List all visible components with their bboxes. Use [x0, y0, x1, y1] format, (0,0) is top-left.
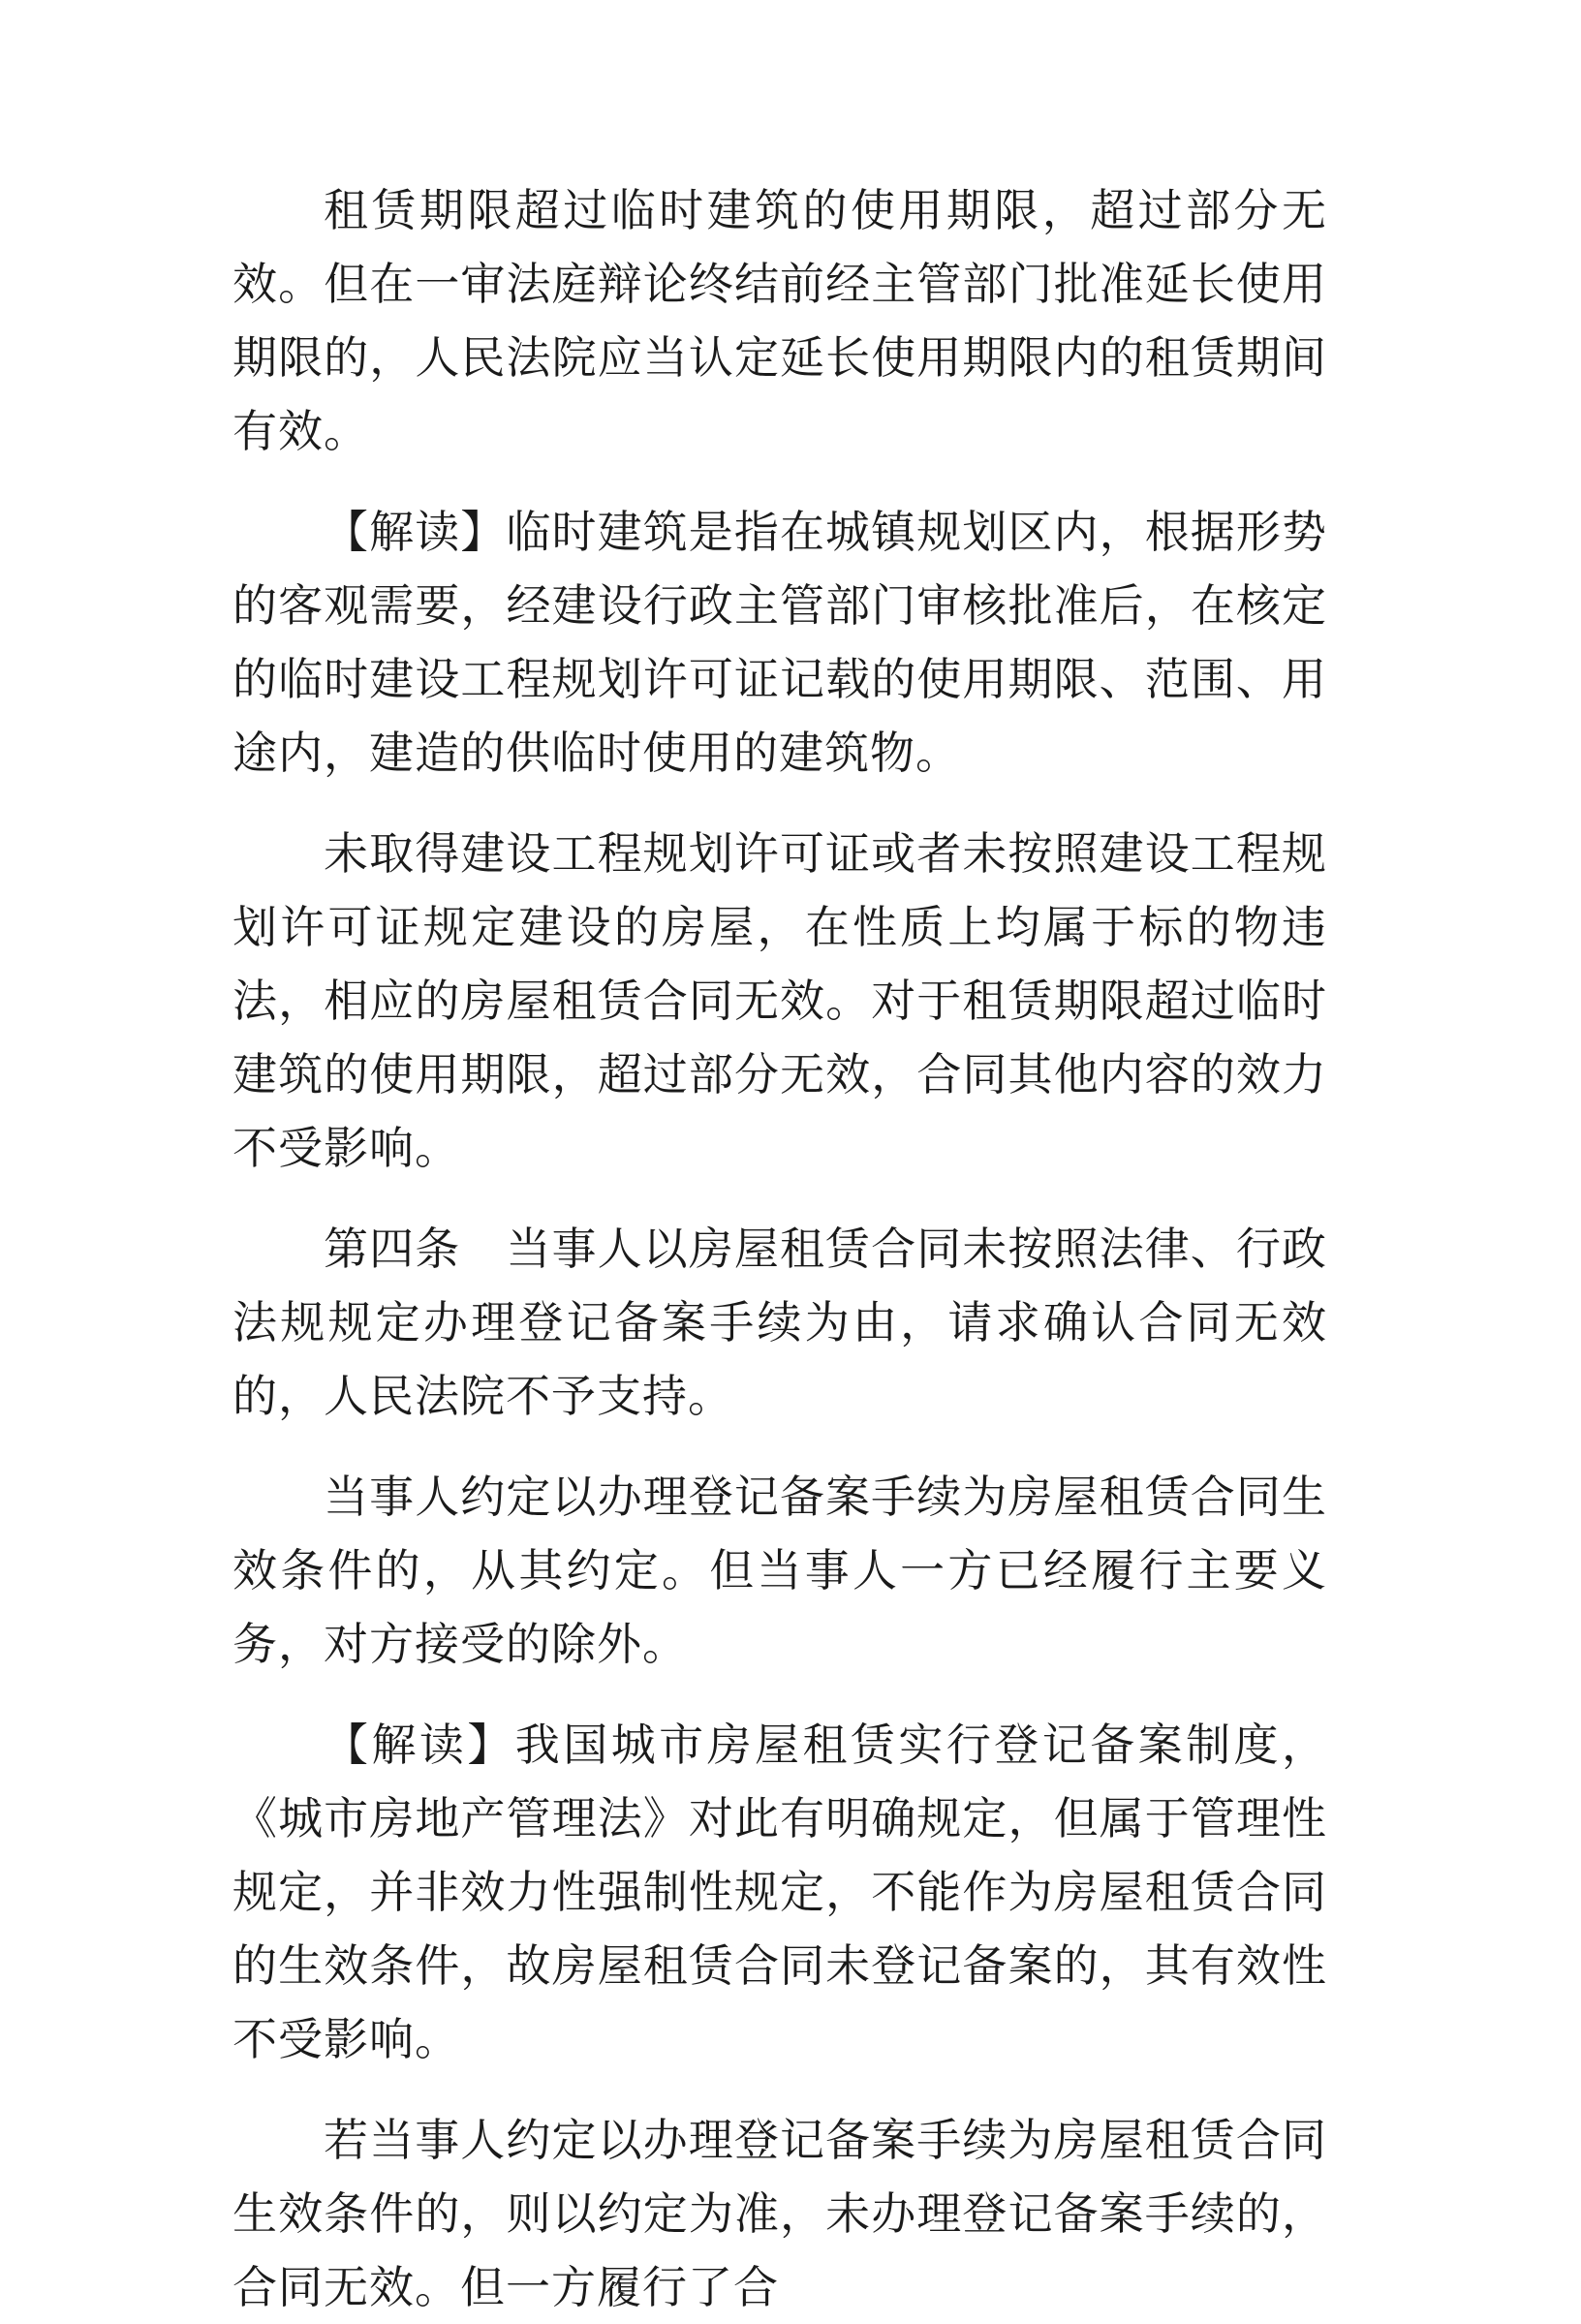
paragraph-agreed-registration-condition: 若当事人约定以办理登记备案手续为房屋租赁合同生效条件的，则以约定为准，未办理登记备案手续的，合同无效。但一方履行了合	[232, 2114, 1327, 2313]
paragraph-interpretation-temporary-building: 【解读】临时建筑是指在城镇规划区内，根据形势的客观需要，经建设行政主管部门审核批准后，在核定的临时建设工程规划许可证记载的使用期限、范围、用途内，建造的供临时使用的建筑物。	[232, 506, 1327, 779]
paragraph-article-four: 第四条 当事人以房屋租赁合同未按照法律、行政法规规定办理登记备案手续为由，请求确认合同无效的，人民法院不予支持。	[232, 1223, 1327, 1422]
document-page	[232, 173, 1327, 2324]
paragraph-unpermitted-building-invalid: 未取得建设工程规划许可证或者未按照建设工程规划许可证规定建设的房屋，在性质上均属于标的物违法，相应的房屋租赁合同无效。对于租赁期限超过临时建筑的使用期限，超过部分无效，合同其他内容的效力不受影响。	[232, 827, 1327, 1174]
paragraph-registration-condition: 当事人约定以办理登记备案手续为房屋租赁合同生效条件的，从其约定。但当事人一方已经履行主要义务，对方接受的除外。	[232, 1471, 1327, 1670]
paragraph-temporary-building-lease-term: 租赁期限超过临时建筑的使用期限，超过部分无效。但在一审法庭辩论终结前经主管部门批准延长使用期限的，人民法院应当认定延长使用期限内的租赁期间有效。	[232, 184, 1327, 457]
paragraph-interpretation-registration: 【解读】我国城市房屋租赁实行登记备案制度，《城市房地产管理法》对此有明确规定，但属于管理性规定，并非效力性强制性规定，不能作为房屋租赁合同的生效条件，故房屋租赁合同未登记备案的，其有效性不受影响。	[232, 1719, 1327, 2065]
